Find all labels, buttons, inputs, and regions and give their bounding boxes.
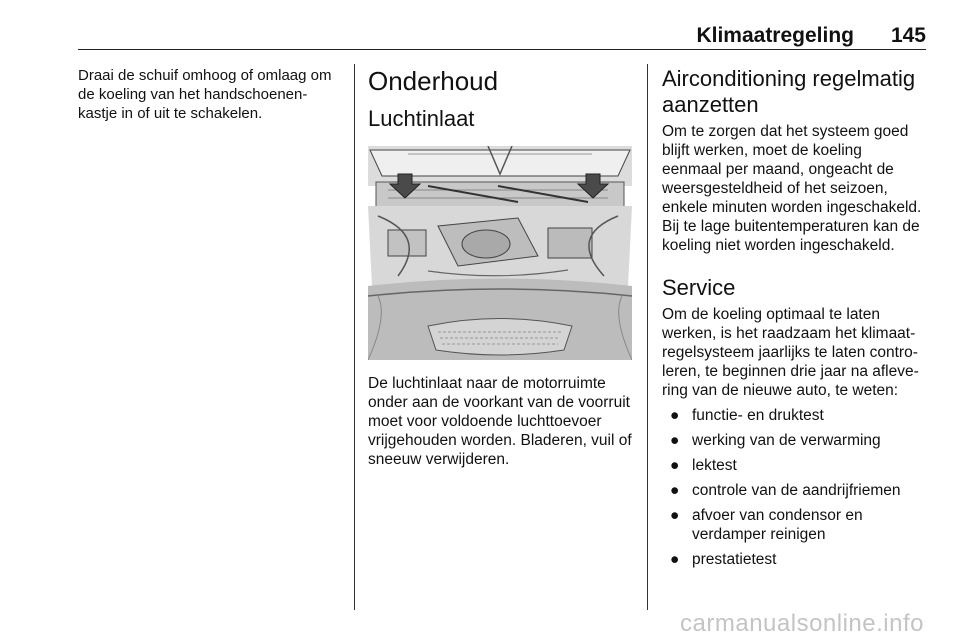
page-header bbox=[78, 22, 926, 50]
list-item bbox=[662, 481, 924, 500]
list-item bbox=[662, 550, 924, 569]
list-item-text: lektest bbox=[692, 457, 737, 474]
paragraph: Om de koeling optimaal te laten werken, is het raadzaam het klimaatregelsysteem jaarlijks te laten controleren, te beginnen drie jaar na aflevering van de nieuwe auto, te weten: bbox=[662, 306, 919, 399]
list-item-text: functie- en druktest bbox=[692, 407, 824, 424]
column-right bbox=[662, 66, 924, 575]
site-watermark: carmanualsonline.info bbox=[680, 610, 924, 637]
paragraph: De luchtinlaat naar de motorruimte onder aan de voorkant van de voorruit moet voor voldoende luchttoevoer vrijgehouden worden. Bladeren, vuil of sneeuw verwijderen. bbox=[368, 375, 632, 468]
list-item bbox=[662, 406, 924, 425]
list-item bbox=[662, 506, 924, 544]
bullet-icon: ● bbox=[670, 507, 680, 524]
column-divider bbox=[647, 64, 648, 610]
bullet-icon: ● bbox=[670, 482, 680, 499]
paragraph: Draai de schuif omhoog of omlaag om de koeling van het handschoenen kastje in of uit te schakelen. bbox=[78, 67, 332, 122]
section-title: Klimaatregeling bbox=[696, 24, 854, 47]
bullet-icon: ● bbox=[670, 457, 680, 474]
page-number: 145 bbox=[890, 24, 926, 47]
column-left bbox=[78, 66, 344, 123]
column-middle bbox=[368, 66, 634, 469]
list-item-text: afvoer van condensor en verdamper reinigen bbox=[692, 507, 863, 543]
heading-onderhoud: Onderhoud bbox=[368, 66, 499, 96]
paragraph: Om te zorgen dat het systeem goed blijft werken, moet de koeling eenmaal per maand, ongeacht de weersgesteldheid of het seizoen, enkele minuten worden ingeschakeld. Bij te lage buitentemperaturen kan de koeling niet worden ingeschakeld. bbox=[662, 123, 922, 254]
heading-airconditioning: Airconditioning regelmatig aanzetten bbox=[662, 66, 916, 117]
list-item-text: prestatietest bbox=[692, 551, 777, 568]
bullet-icon: ● bbox=[670, 432, 680, 449]
service-checklist bbox=[662, 406, 924, 569]
engine-bay-illustration bbox=[368, 146, 632, 360]
list-item-text: controle van de aandrijfriemen bbox=[692, 482, 901, 499]
heading-luchtinlaat: Luchtinlaat bbox=[368, 106, 475, 131]
heading-service: Service bbox=[662, 275, 736, 300]
list-item bbox=[662, 431, 924, 450]
list-item-text: werking van de verwarming bbox=[692, 432, 881, 449]
list-item bbox=[662, 456, 924, 475]
column-divider bbox=[354, 64, 355, 610]
bullet-icon: ● bbox=[670, 551, 680, 568]
bullet-icon: ● bbox=[670, 407, 680, 424]
header-rule bbox=[78, 49, 926, 50]
